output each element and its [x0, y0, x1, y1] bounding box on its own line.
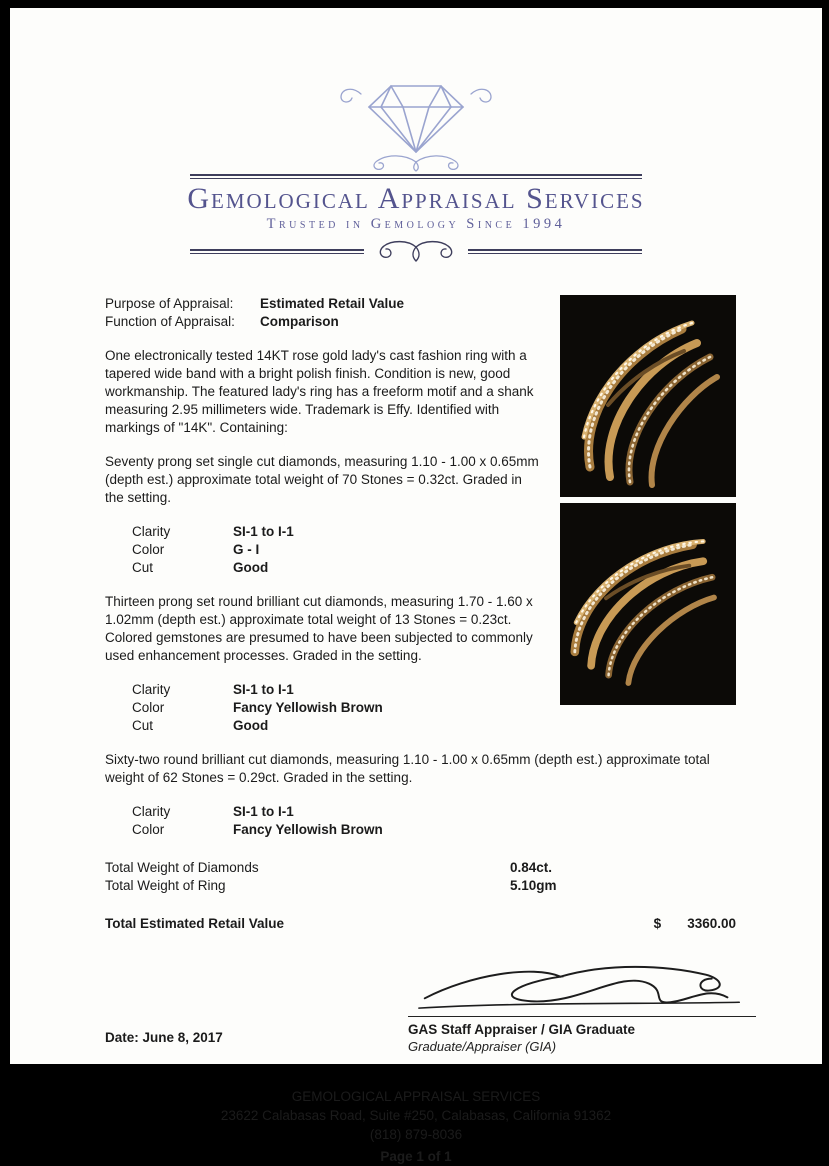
masthead-rule-top: [190, 174, 642, 179]
spec-label: Cut: [132, 559, 154, 575]
spec-table-3: [132, 803, 736, 839]
appraisal-date: Date: June 8, 2017: [105, 1029, 223, 1045]
totals-value: 0.84ct.: [510, 859, 553, 875]
spec-row: [132, 541, 540, 559]
scroll-ornament-icon: [364, 239, 468, 265]
handwritten-signature: [408, 959, 756, 1017]
spec-label: Color: [132, 821, 165, 837]
function-label: Function of Appraisal:: [105, 313, 235, 329]
spec-value: Fancy Yellowish Brown: [233, 821, 383, 837]
stone-description-1: Seventy prong set single cut diamonds, measuring 1.10 - 1.00 x 0.65mm (depth est.) approximate total weight of 70 Stones = 0.32ct. Graded in the setting.: [105, 453, 539, 505]
totals-value: 5.10gm: [510, 877, 557, 893]
spec-row: [132, 821, 736, 839]
spec-label: Color: [132, 699, 165, 715]
masthead: [10, 8, 822, 265]
appraiser-subtitle: Graduate/Appraiser (GIA): [408, 1038, 557, 1054]
spec-row: [132, 803, 736, 821]
footer-company: GEMOLOGICAL APPRAISAL SERVICES: [291, 1088, 541, 1104]
rule-segment-left: [190, 249, 364, 254]
spec-row: [132, 559, 540, 577]
spec-value: SI-1 to I-1: [233, 523, 294, 539]
spec-value: Fancy Yellowish Brown: [233, 699, 383, 715]
item-description-main: One electronically tested 14KT rose gold lady's cast fashion ring with a tapered wide band with a bright polish finish. Condition is new, good workmanship. The featured lady's ring has a freeform motif and a shank measuring 2.95 millimeters wide. Trademark is Effy. Identified with markings of "14K". Containing:: [105, 347, 534, 435]
spec-value: Good: [233, 717, 269, 733]
grand-total-row: [105, 915, 736, 933]
spec-label: Color: [132, 541, 165, 557]
rule-segment-right: [468, 249, 642, 254]
appraiser-title: GAS Staff Appraiser / GIA Graduate: [408, 1021, 636, 1037]
spec-label: Clarity: [132, 803, 171, 819]
purpose-label: Purpose of Appraisal:: [105, 295, 234, 311]
spec-value: Good: [233, 559, 269, 575]
signature-area: [105, 959, 756, 1071]
footer-phone: (818) 879-8036: [369, 1126, 463, 1142]
purpose-row: [105, 295, 540, 313]
masthead-rule-bottom: [190, 239, 642, 265]
total-weight-ring-row: [105, 877, 736, 895]
ring-photo-bottom-image: [560, 503, 736, 703]
signature-block: [408, 959, 756, 1054]
grand-total-label: Total Estimated Retail Value: [105, 915, 285, 931]
company-name: Gemological Appraisal Services: [187, 182, 645, 215]
footer: [10, 1087, 822, 1166]
totals-label: Total Weight of Diamonds: [105, 859, 259, 875]
grand-total-currency: $: [653, 915, 662, 931]
function-row: [105, 313, 540, 331]
ring-photo-bottom: [560, 503, 736, 705]
spec-label: Clarity: [132, 681, 171, 697]
function-value: Comparison: [260, 313, 339, 329]
spec-row: [132, 523, 540, 541]
ring-photos: [560, 295, 736, 711]
spec-value: SI-1 to I-1: [233, 681, 294, 697]
total-weight-diamonds-row: [105, 859, 736, 877]
ring-photo-top-image: [560, 295, 736, 497]
logo-wrap: [10, 74, 822, 174]
spec-value: G - I: [233, 541, 260, 557]
stone-description-3: Sixty-two round brilliant cut diamonds, measuring 1.10 - 1.00 x 0.65mm (depth est.) approximate total weight of 62 Stones = 0.29ct. Graded in the setting.: [105, 751, 710, 785]
spec-row: [132, 717, 540, 735]
certificate-page: [10, 8, 822, 1164]
grand-total-amount: 3360.00: [687, 915, 736, 931]
appraisal-body: [10, 265, 822, 933]
page-number: Page 1 of 1: [380, 1148, 452, 1164]
totals-label: Total Weight of Ring: [105, 877, 226, 893]
spec-value: SI-1 to I-1: [233, 803, 294, 819]
ring-photo-top: [560, 295, 736, 497]
spec-row: [132, 699, 540, 717]
diamond-logo-icon: [321, 74, 511, 174]
footer-address: 23622 Calabasas Road, Suite #250, Calabasas, California 91362: [220, 1107, 612, 1123]
totals-block: [105, 859, 736, 895]
company-tagline: Trusted in Gemology Since 1994: [266, 215, 566, 232]
spec-row: [132, 681, 540, 699]
purpose-value: Estimated Retail Value: [260, 295, 405, 311]
spec-label: Clarity: [132, 523, 171, 539]
spec-label: Cut: [132, 717, 154, 733]
stone-description-2: Thirteen prong set round brilliant cut diamonds, measuring 1.70 - 1.60 x 1.02mm (depth est.) approximate total weight of 13 Stones = 0.23ct. Colored gemstones are presumed to have been subjected to commonly used enhancement processes. Graded in the setting.: [105, 593, 533, 663]
